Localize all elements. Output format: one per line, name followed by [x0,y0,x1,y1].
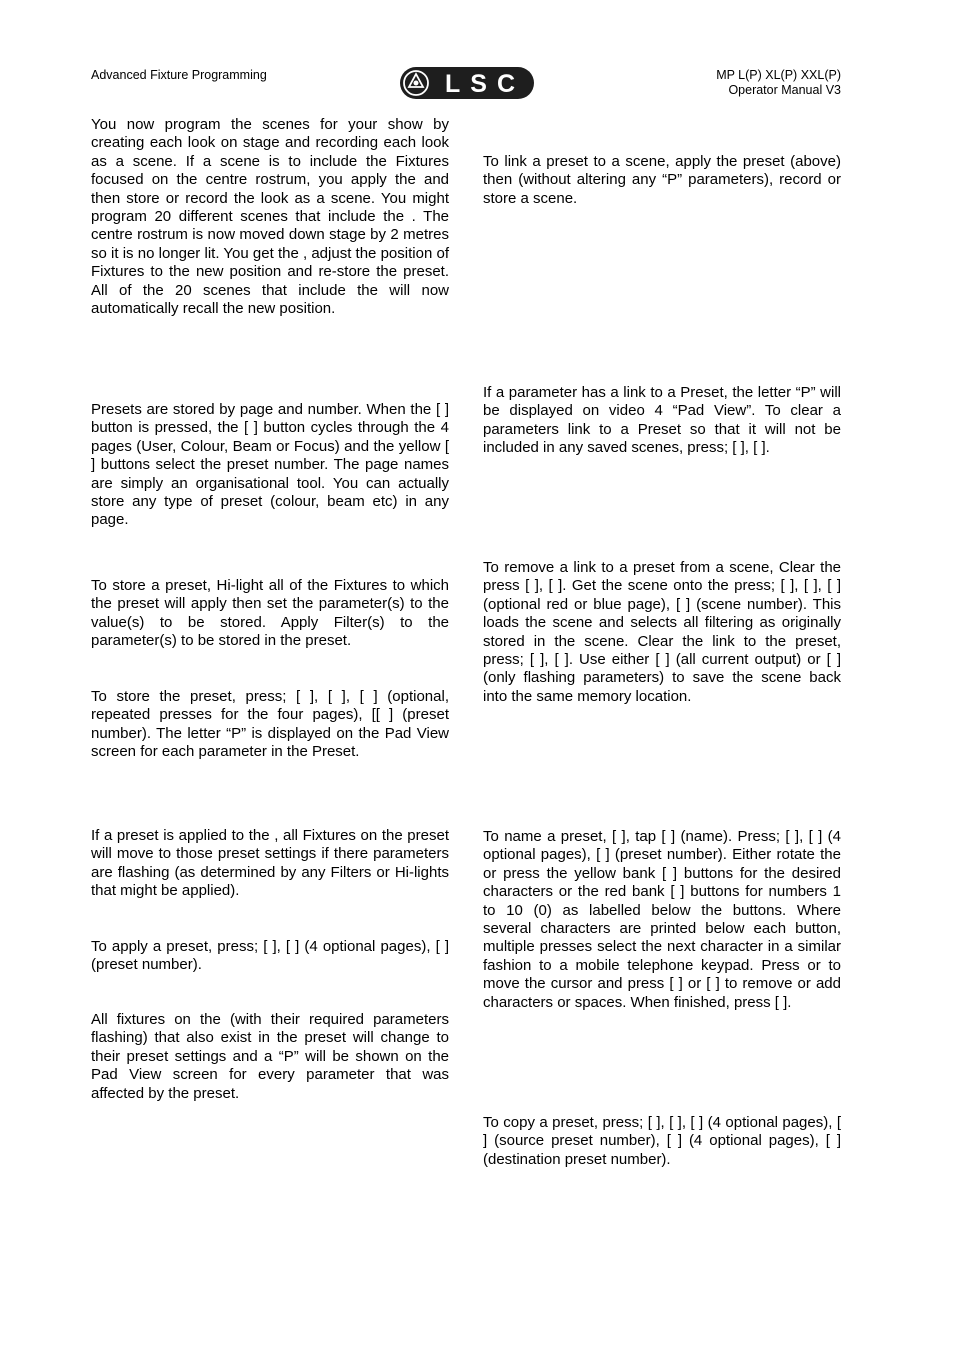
paragraph-apply-preset-intro: If a preset is applied to the , all Fixtures on the preset will move to those preset settings if there parameters are flashing (as determined by any Filters or Hi-lights that might be applied). [91,827,449,900]
paragraph-intro: You now program the scenes for your show by creating each look on stage and recording each look as a scene. If a scene is to include the Fixtures focused on the centre rostrum, you apply the and then store or record the look as a scene. You might program 20 different scenes that include the . The centre rostrum is now moved down stage by 2 metres so it is no longer lit. You get the , adjust the position of Fixtures to the new position and re-store the preset. All of the 20 scenes that include the will now automatically recall the new position. [91,116,449,318]
header-manual-info [716,68,841,98]
paragraph-preset-pages: Presets are stored by page and number. When the [ ] button is pressed, the [ ] button cycles through the 4 pages (User, Colour, Beam or Focus) and the yellow [ ] buttons select the preset number. The page names are simply an organisational tool. You can actually store any type of preset (colour, beam etc) in any page. [91,401,449,529]
paragraph-link-preset: To link a preset to a scene, apply the preset (above) then (without altering any “P” parameters), record or store a scene. [483,153,841,207]
paragraph-clear-link: If a parameter has a link to a Preset, the letter “P” will be displayed on video 4 “Pad View”. To clear a parameters link to a Preset so that it will not be included in any saved scenes, press; [ ], [ ]. [483,384,841,457]
paragraph-remove-link: To remove a link to a preset from a scene, Clear the press [ ], [ ]. Get the scene onto the press; [ ], [ ], [ ] (optional red or blue page), [ ] (scene number). This loads the scene and selects all filtering as originally stored in the scene. Clear the link to the preset, press; [ ], [ ]. Use either [ ] (all current output) or [ ] (only flashing parameters) to save the scene back into the same memory location. [483,559,841,705]
lsc-logo [399,66,535,100]
paragraph-apply-preset-result: All fixtures on the (with their required parameters flashing) that also exist in the preset will change to their preset settings and a “P” will be shown on the Pad View screen for every parameter that was affected by the preset. [91,1011,449,1102]
svg-text:LSC: LSC [445,70,525,98]
paragraph-name-preset: To name a preset, [ ], tap [ ] (name). Press; [ ], [ ] (4 optional pages), [ ] (preset number). Either rotate the or press the yellow bank [ ] buttons for the desired characters or the red bank [ ] buttons for numbers 1 to 10 (0) as labelled below the buttons. Where several characters are printed below each button, multiple presses select the next character in a similar fashion to a mobile telephone keypad. Press or to move the cursor and press [ ] or [ ] to remove or add characters or spaces. When finished, press [ ]. [483,828,841,1011]
header-manual-version: Operator Manual V3 [728,83,841,97]
paragraph-apply-preset-steps: To apply a preset, press; [ ], [ ] (4 optional pages), [ ] (preset number). [91,938,449,974]
paragraph-store-preset-intro: To store a preset, Hi-light all of the Fixtures to which the preset will apply then set the parameter(s) to the value(s) to be stored. Apply Filter(s) to the parameter(s) to be stored in the preset. [91,577,449,650]
header-product-models: MP L(P) XL(P) XXL(P) [716,68,841,82]
paragraph-store-preset-steps: To store the preset, press; [ ], [ ], [ ] (optional, repeated presses for the four pages), [[ ] (preset number). The letter “P” is displayed on the Pad View screen for each parameter in the Preset. [91,688,449,761]
header-section-title: Advanced Fixture Programming [91,68,267,82]
paragraph-copy-preset: To copy a preset, press; [ ], [ ], [ ] (4 optional pages), [ ] (source preset number), [ ] (4 optional pages), [ ] (destination preset number). [483,1114,841,1168]
